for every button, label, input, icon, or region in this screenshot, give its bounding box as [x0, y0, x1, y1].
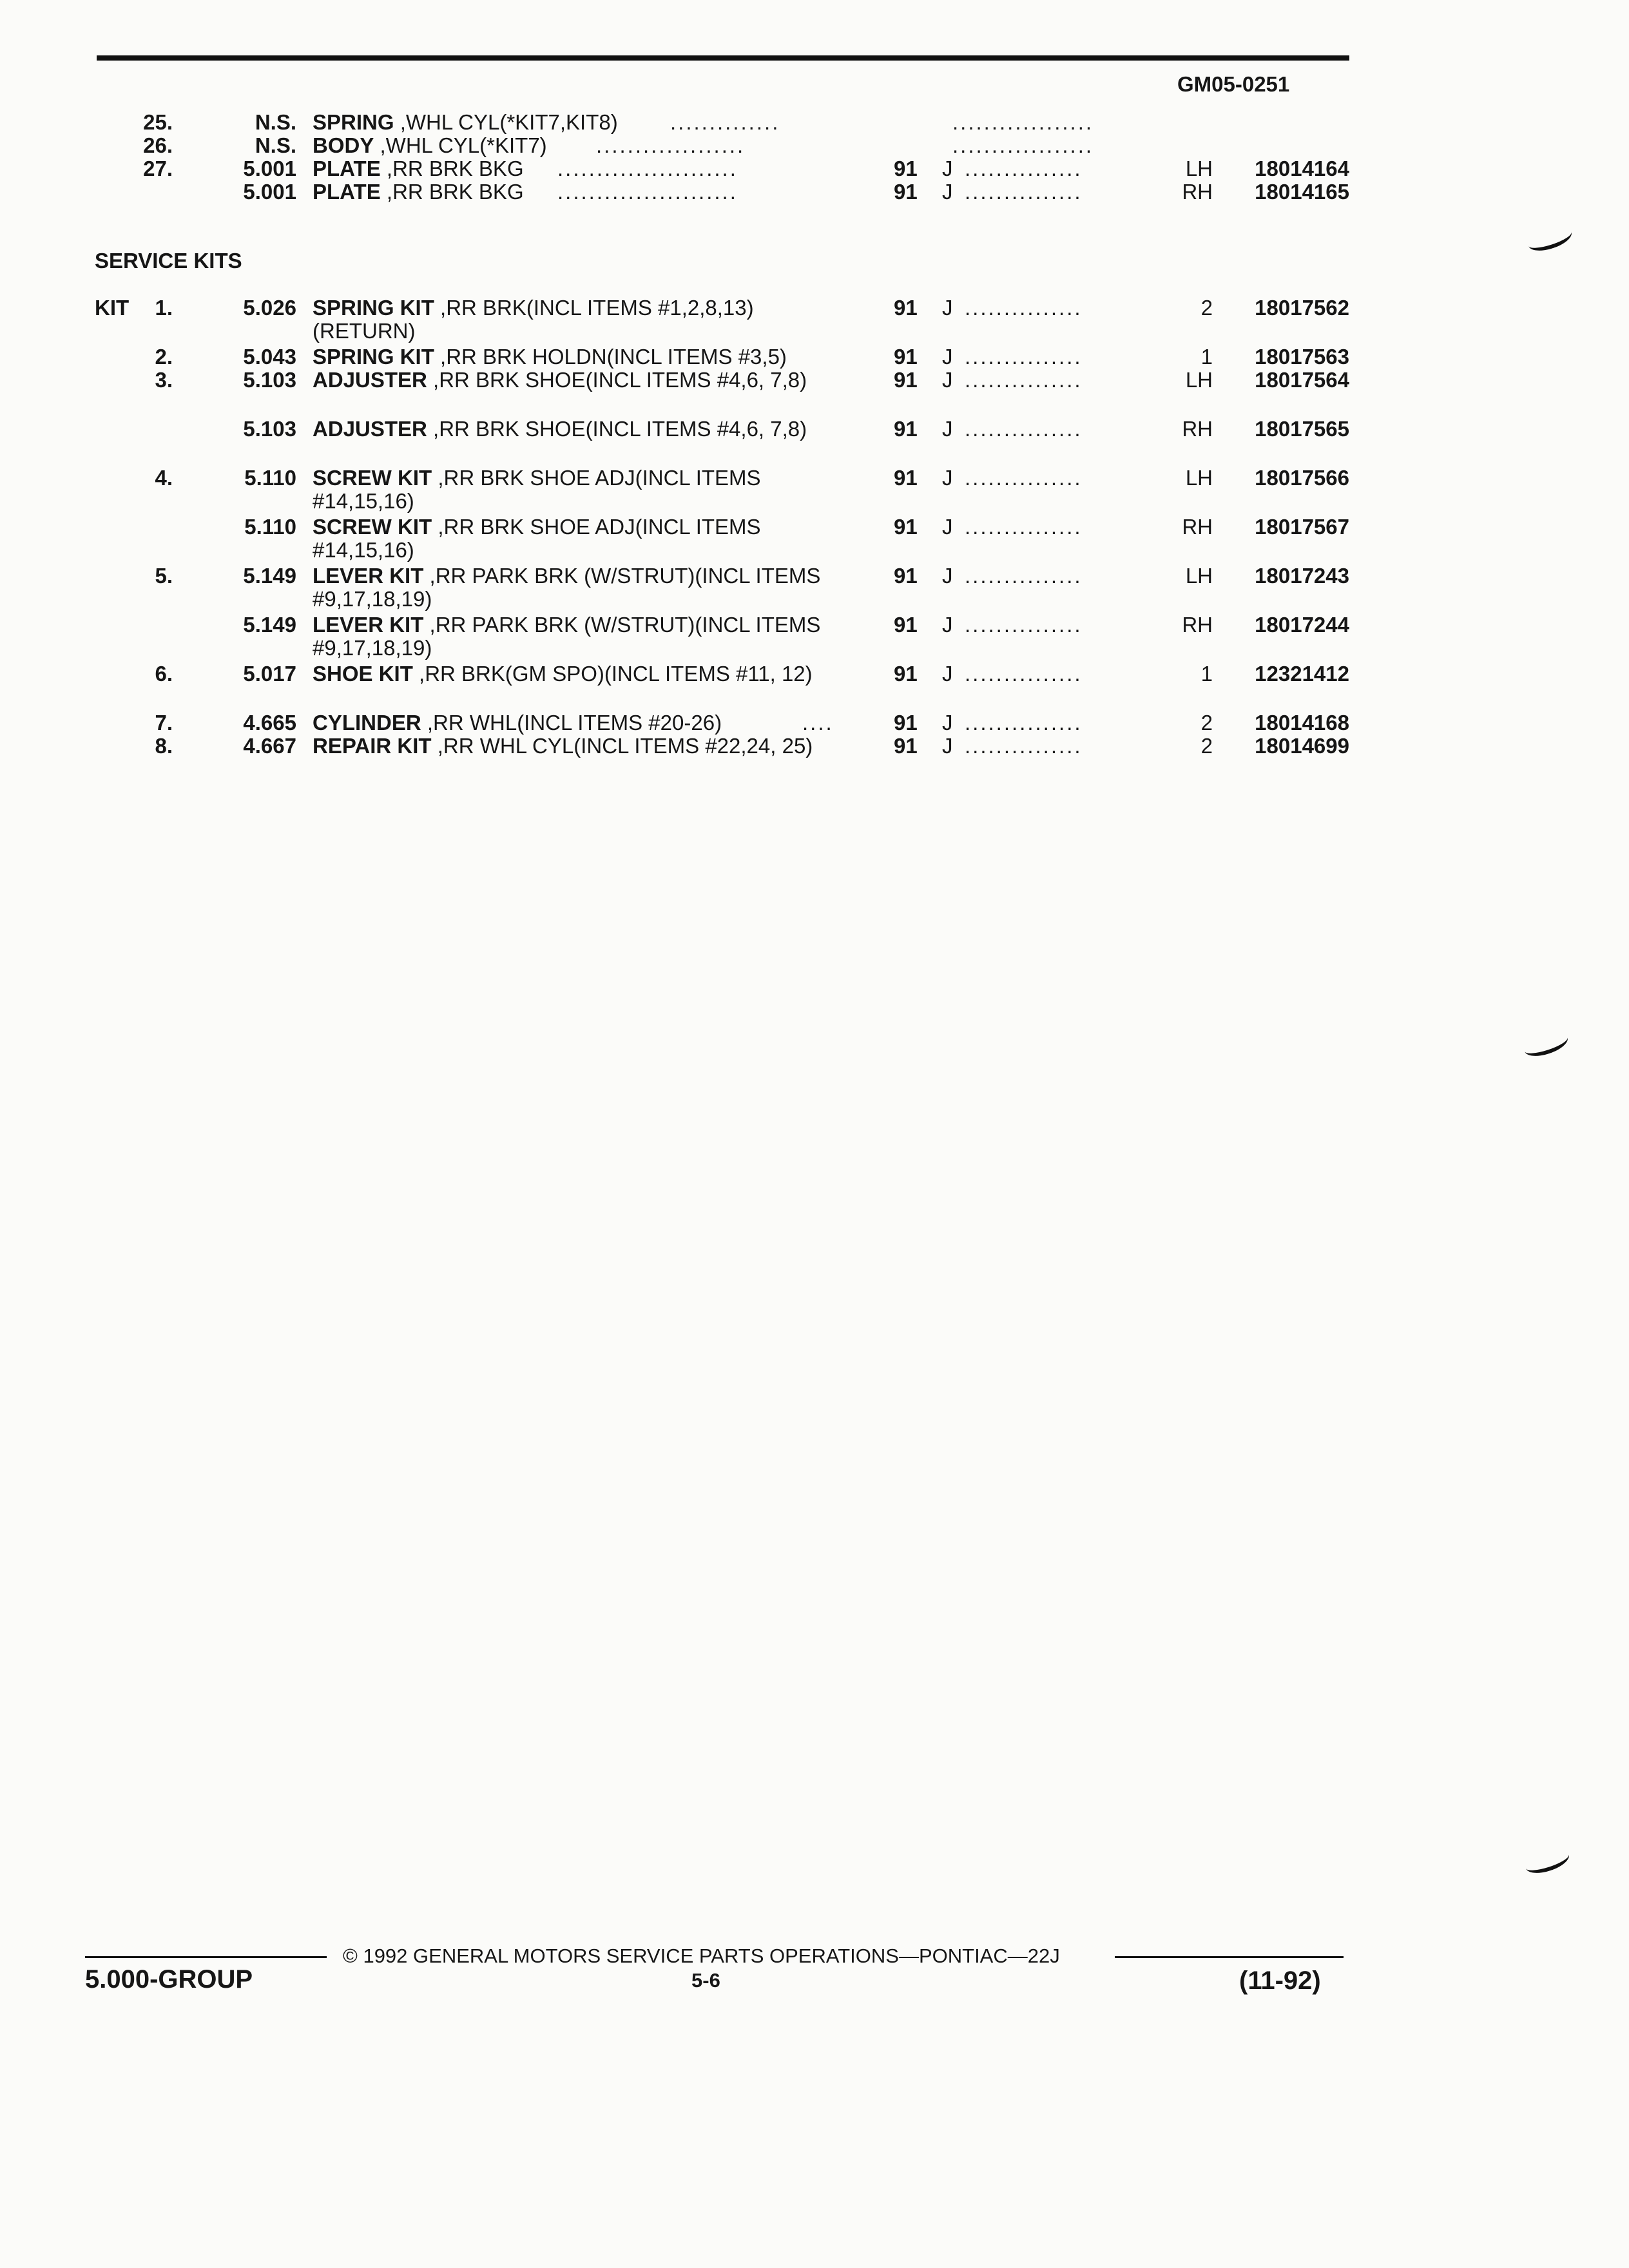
- kit-model: J: [942, 466, 953, 490]
- kit-year: 91: [894, 734, 918, 758]
- revision-date: (11-92): [1239, 1966, 1321, 1995]
- kit-detail: ,RR BRK SHOE(INCL ITEMS #4,6, 7,8): [427, 418, 807, 441]
- item-name: PLATE: [313, 180, 381, 204]
- kit-name: SPRING KIT: [313, 345, 434, 369]
- leader-dots: ...............: [965, 564, 1083, 588]
- kit-model: J: [942, 613, 953, 637]
- leader-dots: ..............: [670, 111, 780, 134]
- kit-detail: ,RR PARK BRK (W/STRUT)(INCL ITEMS #9,17,18,19): [313, 613, 821, 660]
- kit-description: [313, 564, 860, 611]
- kit-part-number: 18017564: [1255, 368, 1349, 392]
- kit-name: LEVER KIT: [313, 564, 424, 588]
- kit-part-number: 18014168: [1255, 711, 1349, 735]
- kit-qty: 2: [1200, 711, 1213, 735]
- kit-code: 5.103: [243, 368, 296, 392]
- kit-code: 5.110: [244, 466, 296, 490]
- kit-part-number: 18017567: [1255, 515, 1349, 539]
- kit-name: ADJUSTER: [313, 369, 427, 392]
- kit-model: J: [942, 662, 953, 686]
- kit-name: SHOE KIT: [313, 662, 413, 686]
- leader-dots: ...............: [965, 345, 1083, 369]
- kit-code: 5.017: [243, 662, 296, 686]
- leader-dots: ...............: [965, 515, 1083, 539]
- leader-dots: ...............: [965, 418, 1083, 441]
- kit-detail: ,RR BRK(GM SPO)(INCL ITEMS #11, 12): [412, 662, 813, 686]
- item-code: 5.001: [243, 180, 296, 204]
- kit-description: [313, 735, 860, 758]
- item-number: 27.: [143, 157, 173, 180]
- kit-number: 2.: [155, 345, 173, 369]
- leader-dots: ..................: [952, 111, 1094, 134]
- kit-model: J: [942, 296, 953, 320]
- kit-code: 4.667: [243, 734, 296, 758]
- kit-qty: 1: [1200, 345, 1213, 369]
- kit-year: 91: [894, 466, 918, 490]
- kit-year: 91: [894, 368, 918, 392]
- binder-mark: [1523, 1844, 1572, 1878]
- kit-code: 5.149: [243, 564, 296, 588]
- leader-dots: ...............: [965, 662, 1083, 686]
- leader-dots: ...............: [965, 369, 1083, 392]
- leader-dots: ...............: [965, 296, 1083, 320]
- kit-qty: LH: [1185, 368, 1213, 392]
- item-detail: ,WHL CYL(*KIT7,KIT8): [394, 111, 618, 134]
- kit-description: [313, 369, 860, 392]
- item-code: N.S.: [255, 133, 296, 157]
- kit-qty: 2: [1200, 296, 1213, 320]
- kit-number: 5.: [155, 564, 173, 588]
- item-name: SPRING: [313, 111, 394, 134]
- kit-part-number: 18017244: [1255, 613, 1349, 637]
- binder-mark: [1525, 222, 1574, 255]
- kit-description: [313, 613, 860, 660]
- item-detail: ,RR BRK BKG: [380, 157, 524, 180]
- item-name: BODY: [313, 134, 374, 157]
- kit-model: J: [942, 515, 953, 539]
- kit-year: 91: [894, 564, 918, 588]
- leader-dots: ...............: [965, 157, 1083, 180]
- kit-description: [313, 711, 860, 735]
- kit-name: SCREW KIT: [313, 466, 432, 490]
- kit-code: 5.103: [243, 417, 296, 441]
- leader-dots: .......................: [557, 180, 738, 204]
- kit-year: 91: [894, 711, 918, 735]
- item-part-number: 18014165: [1255, 180, 1349, 204]
- kit-qty: LH: [1185, 564, 1213, 588]
- leader-dots: ...............: [965, 180, 1083, 204]
- kit-name: REPAIR KIT: [313, 735, 432, 758]
- kit-code: 5.149: [243, 613, 296, 637]
- kit-part-number: 18017566: [1255, 466, 1349, 490]
- kit-label: KIT: [95, 296, 130, 320]
- kit-model: J: [942, 734, 953, 758]
- kit-part-number: 18014699: [1255, 734, 1349, 758]
- item-code: 5.001: [243, 157, 296, 180]
- footer-rule-right: [1115, 1956, 1344, 1958]
- footer-rule-left: [85, 1956, 327, 1958]
- kit-year: 91: [894, 613, 918, 637]
- kit-code: 5.026: [243, 296, 296, 320]
- leader-dots: ...............: [965, 613, 1083, 637]
- kit-part-number: 18017563: [1255, 345, 1349, 369]
- item-model: J: [942, 180, 953, 204]
- kit-name: ADJUSTER: [313, 418, 427, 441]
- kit-qty: RH: [1182, 613, 1213, 637]
- kit-model: J: [942, 417, 953, 441]
- kit-number: 7.: [155, 711, 173, 735]
- kit-number: 6.: [155, 662, 173, 686]
- kit-part-number: 18017565: [1255, 417, 1349, 441]
- item-code: N.S.: [255, 110, 296, 134]
- kit-code: 4.665: [243, 711, 296, 735]
- leader-dots: ...............: [965, 711, 1083, 735]
- kit-name: SCREW KIT: [313, 515, 432, 539]
- item-year: 91: [894, 180, 918, 204]
- kit-description: [313, 345, 860, 369]
- kit-model: J: [942, 345, 953, 369]
- kit-detail: ,RR WHL CYL(INCL ITEMS #22,24, 25): [431, 735, 813, 758]
- kit-detail: ,RR PARK BRK (W/STRUT)(INCL ITEMS #9,17,18,19): [313, 564, 821, 611]
- kit-qty: 1: [1200, 662, 1213, 686]
- kit-model: J: [942, 368, 953, 392]
- kit-year: 91: [894, 296, 918, 320]
- kit-name: LEVER KIT: [313, 613, 424, 637]
- kit-name: SPRING KIT: [313, 296, 434, 320]
- section-heading: SERVICE KITS: [95, 249, 242, 273]
- kit-detail: ,RR WHL(INCL ITEMS #20-26): [421, 711, 722, 735]
- item-number: 26.: [143, 133, 173, 157]
- kit-part-number: 18017562: [1255, 296, 1349, 320]
- kit-number: 4.: [155, 466, 173, 490]
- kit-description: [313, 662, 860, 686]
- kit-description: [313, 296, 860, 343]
- leader-dots: ...............: [965, 466, 1083, 490]
- kit-number: 3.: [155, 368, 173, 392]
- kit-code: 5.043: [243, 345, 296, 369]
- kit-detail: ,RR BRK HOLDN(INCL ITEMS #3,5): [434, 345, 787, 369]
- kit-qty: RH: [1182, 515, 1213, 539]
- item-qty: LH: [1185, 157, 1213, 180]
- kit-part-number: 12321412: [1255, 662, 1349, 686]
- leader-dots: .......................: [557, 157, 738, 180]
- kit-part-number: 18017243: [1255, 564, 1349, 588]
- kit-qty: RH: [1182, 417, 1213, 441]
- kit-number: 8.: [155, 734, 173, 758]
- item-year: 91: [894, 157, 918, 180]
- leader-dots: ...................: [596, 134, 746, 157]
- binder-mark: [1521, 1027, 1570, 1061]
- kit-model: J: [942, 564, 953, 588]
- top-rule: [97, 55, 1349, 61]
- page-number: 5-6: [691, 1969, 720, 1992]
- document-id: GM05-0251: [1177, 72, 1290, 96]
- item-detail: ,RR BRK BKG: [380, 180, 524, 204]
- leader-dots: ..................: [952, 134, 1094, 157]
- item-part-number: 18014164: [1255, 157, 1349, 180]
- kit-qty: 2: [1200, 734, 1213, 758]
- leader-dots: ....: [802, 711, 834, 735]
- item-number: 25.: [143, 110, 173, 134]
- copyright-notice: © 1992 GENERAL MOTORS SERVICE PARTS OPERATIONS—PONTIAC—22J: [343, 1945, 1060, 1967]
- kit-detail: ,RR BRK SHOE ADJ(INCL ITEMS #14,15,16): [313, 466, 761, 513]
- group-label: 5.000-GROUP: [85, 1965, 253, 1994]
- kit-description: [313, 418, 860, 441]
- kit-description: [313, 466, 860, 513]
- kit-year: 91: [894, 662, 918, 686]
- kit-year: 91: [894, 417, 918, 441]
- kit-model: J: [942, 711, 953, 735]
- leader-dots: ...............: [965, 735, 1083, 758]
- item-model: J: [942, 157, 953, 180]
- kit-detail: ,RR BRK SHOE(INCL ITEMS #4,6, 7,8): [427, 369, 807, 392]
- kit-name: CYLINDER: [313, 711, 421, 735]
- kit-detail: ,RR BRK(INCL ITEMS #1,2,8,13) (RETURN): [313, 296, 754, 343]
- kit-year: 91: [894, 345, 918, 369]
- kit-detail: ,RR BRK SHOE ADJ(INCL ITEMS #14,15,16): [313, 515, 761, 562]
- kit-year: 91: [894, 515, 918, 539]
- item-qty: RH: [1182, 180, 1213, 204]
- kit-qty: LH: [1185, 466, 1213, 490]
- kit-number: 1.: [155, 296, 173, 320]
- item-name: PLATE: [313, 157, 381, 180]
- kit-description: [313, 515, 860, 562]
- item-detail: ,WHL CYL(*KIT7): [374, 134, 547, 157]
- kit-code: 5.110: [244, 515, 296, 539]
